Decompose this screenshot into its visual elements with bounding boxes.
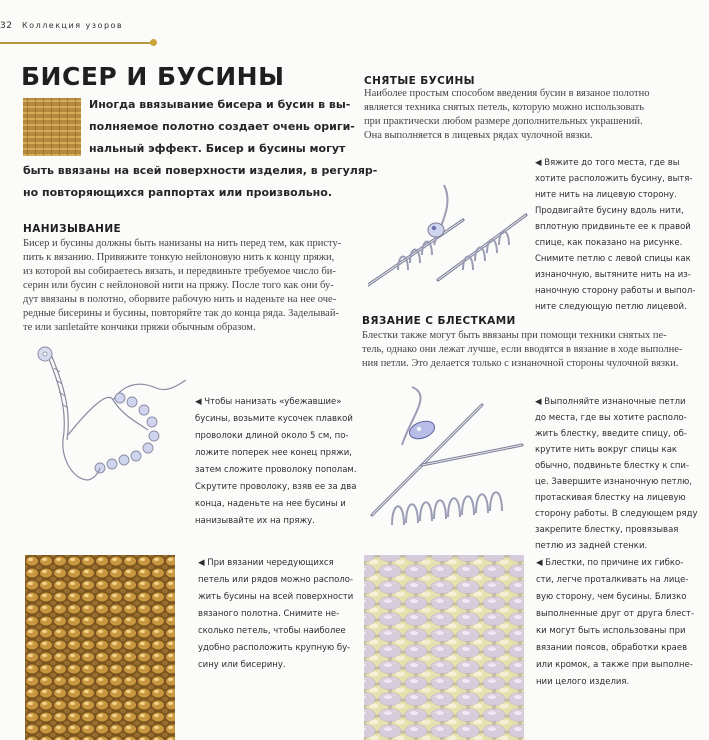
caption-line: ки могут быть использованы при (536, 626, 686, 636)
intro-line: Иногда ввязывание бисера и бусин в вы- (89, 98, 351, 111)
caption-line: жить бусины на всей поверхности (198, 592, 354, 602)
caption-line: ◀ Выполняйте изнаночные петли (535, 397, 686, 407)
body-line: серин или бусин с нейлоновой нити на пряжу. После того как они бу- (23, 280, 334, 291)
section-title: Коллекция узоров (22, 21, 124, 30)
body-line: редные бисерины и бусины, повторяйте так до конца ряда. Заделывай- (23, 308, 339, 319)
caption-line: удобно расположить крупную бу- (198, 643, 351, 653)
caption-line: Продвигайте бусину вдоль нити, (535, 206, 684, 216)
caption-line: вплотную придвиньте ее к правой (535, 222, 691, 232)
body-line: пить к вязанию. Привяжите тонкую нейлоновую нить к концу пряжи, (23, 252, 335, 263)
caption-line: ◀ При вязании чередующихся (198, 558, 334, 568)
sequin-fabric-photo (364, 555, 524, 740)
slipped-bead-illustration (368, 175, 528, 290)
body-line: Она выполняется в лицевых рядах чулочной вязки. (364, 130, 593, 141)
body-line: является техника снятых петель, которую можно использовать (364, 102, 645, 113)
sequins-heading: ВЯЗАНИЕ С БЛЕСТКАМИ (362, 315, 516, 327)
caption-line: петель или рядов можно располо- (198, 575, 354, 585)
body-line: ния петли. Это делается только с изнаночной стороны чулочной вязки. (362, 358, 679, 369)
caption-line: вязании поясов, обработки краев (536, 643, 688, 653)
wire-threading-illustration (28, 340, 188, 490)
caption-line: сколько петель, чтобы наиболее (198, 626, 346, 636)
slipped-beads-heading: СНЯТЫЕ БУСИНЫ (364, 75, 475, 87)
body-line: Наиболее простым способом введения бусин в вязаное полотно (364, 88, 650, 99)
body-line: при практически любом размере дополнительных украшений. (364, 116, 643, 127)
caption-line: жить блестку, введите спицу, об- (535, 429, 687, 439)
body-line: из которой вы собираетесь вязать, и передвиньте требуемое число би- (23, 266, 336, 277)
caption-line: проволоки длиной около 5 см, по- (195, 431, 349, 441)
body-line: Блестки также могут быть ввязаны при помощи техники снятых пе- (362, 330, 667, 341)
caption-line: нанизывайте их на пряжу. (195, 516, 315, 526)
caption-line: петлю из задней стенки. (535, 541, 648, 551)
caption-line: ложите поперек нее конец пряжи, (195, 448, 352, 458)
caption-line: до места, где вы хотите располо- (535, 413, 687, 423)
caption-line: Скрутите проволоку, взяв ее за два (195, 482, 357, 492)
caption-line: протаскивая блестку на лицевую (535, 493, 686, 503)
caption-line: хотите расположить бусину, вытя- (535, 174, 693, 184)
caption-line: обычно, подвиньте блестку к спи- (535, 461, 690, 471)
page-number: 32 (0, 21, 13, 31)
caption-line: сину или бисерину. (198, 660, 286, 670)
caption-line: изнаночную, вытяните нить на из- (535, 270, 691, 280)
caption-line: или кромок, а также при выполне- (536, 660, 693, 670)
intro-line: но повторяющихся раппортах или произвольно. (23, 186, 332, 199)
intro-line: нальный эффект. Бисер и бусины могут (89, 142, 346, 155)
page-title: БИСЕР И БУСИНЫ (21, 62, 285, 91)
caption-line: Снимите петлю с левой спицы как (535, 254, 691, 264)
caption-line: ◀ Вяжите до того места, где вы (535, 158, 680, 168)
body-line: Бисер и бусины должны быть нанизаны на нить перед тем, как присту- (23, 238, 342, 249)
header-rule-dot (150, 39, 157, 46)
caption-line: затем сложите проволоку пополам. (195, 465, 357, 475)
caption-line: конца, наденьте на нее бусины и (195, 499, 346, 509)
caption-line: ◀ Чтобы нанизать «убежавшие» (195, 397, 342, 407)
caption-line: нии целого изделия. (536, 677, 630, 687)
caption-line: ните нить на лицевую сторону. (535, 190, 677, 200)
beaded-swatch-image (23, 98, 81, 156)
caption-line: закрепите блестку, провязывая (535, 525, 679, 535)
beaded-fabric-photo (25, 555, 175, 740)
caption-line: наночную сторону работы и выпол- (535, 286, 696, 296)
caption-line: вую сторону, чем бусины. Близко (536, 592, 687, 602)
body-line: тель, однако они лежат лучше, если вводятся в вязание в ходе выполне- (362, 344, 683, 355)
threading-heading: НАНИЗЫВАНИЕ (23, 223, 122, 235)
header-rule (0, 42, 152, 44)
caption-line: ните следующую петлю лицевой. (535, 302, 687, 312)
caption-line: сти, легче проталкивать на лице- (536, 575, 689, 585)
intro-line: быть ввязаны на всей поверхности изделия, в регуляр- (23, 164, 378, 177)
body-line: те или запletайте кончики пряжи обычным образом. (23, 322, 256, 333)
intro-line: полняемое полотно создает очень ориги- (89, 120, 355, 133)
sequin-illustration (362, 385, 527, 530)
caption-line: це. Завершите изнаночную петлю, (535, 477, 692, 487)
caption-line: ◀ Блестки, по причине их гибко- (536, 558, 684, 568)
body-line: дут ввязаны в полотно, оборвите рабочую нить и наденьте на нее оче- (23, 294, 337, 305)
caption-line: спице, как показано на рисунке. (535, 238, 683, 248)
caption-line: сторону работы. В следующем ряду (535, 509, 698, 519)
caption-line: выполненные друг от друга блест- (536, 609, 695, 619)
caption-line: вязаного полотна. Снимите не- (198, 609, 340, 619)
caption-line: крутите нить вокруг спицы как (535, 445, 678, 455)
caption-line: бусины, возьмите кусочек плавкой (195, 414, 353, 424)
